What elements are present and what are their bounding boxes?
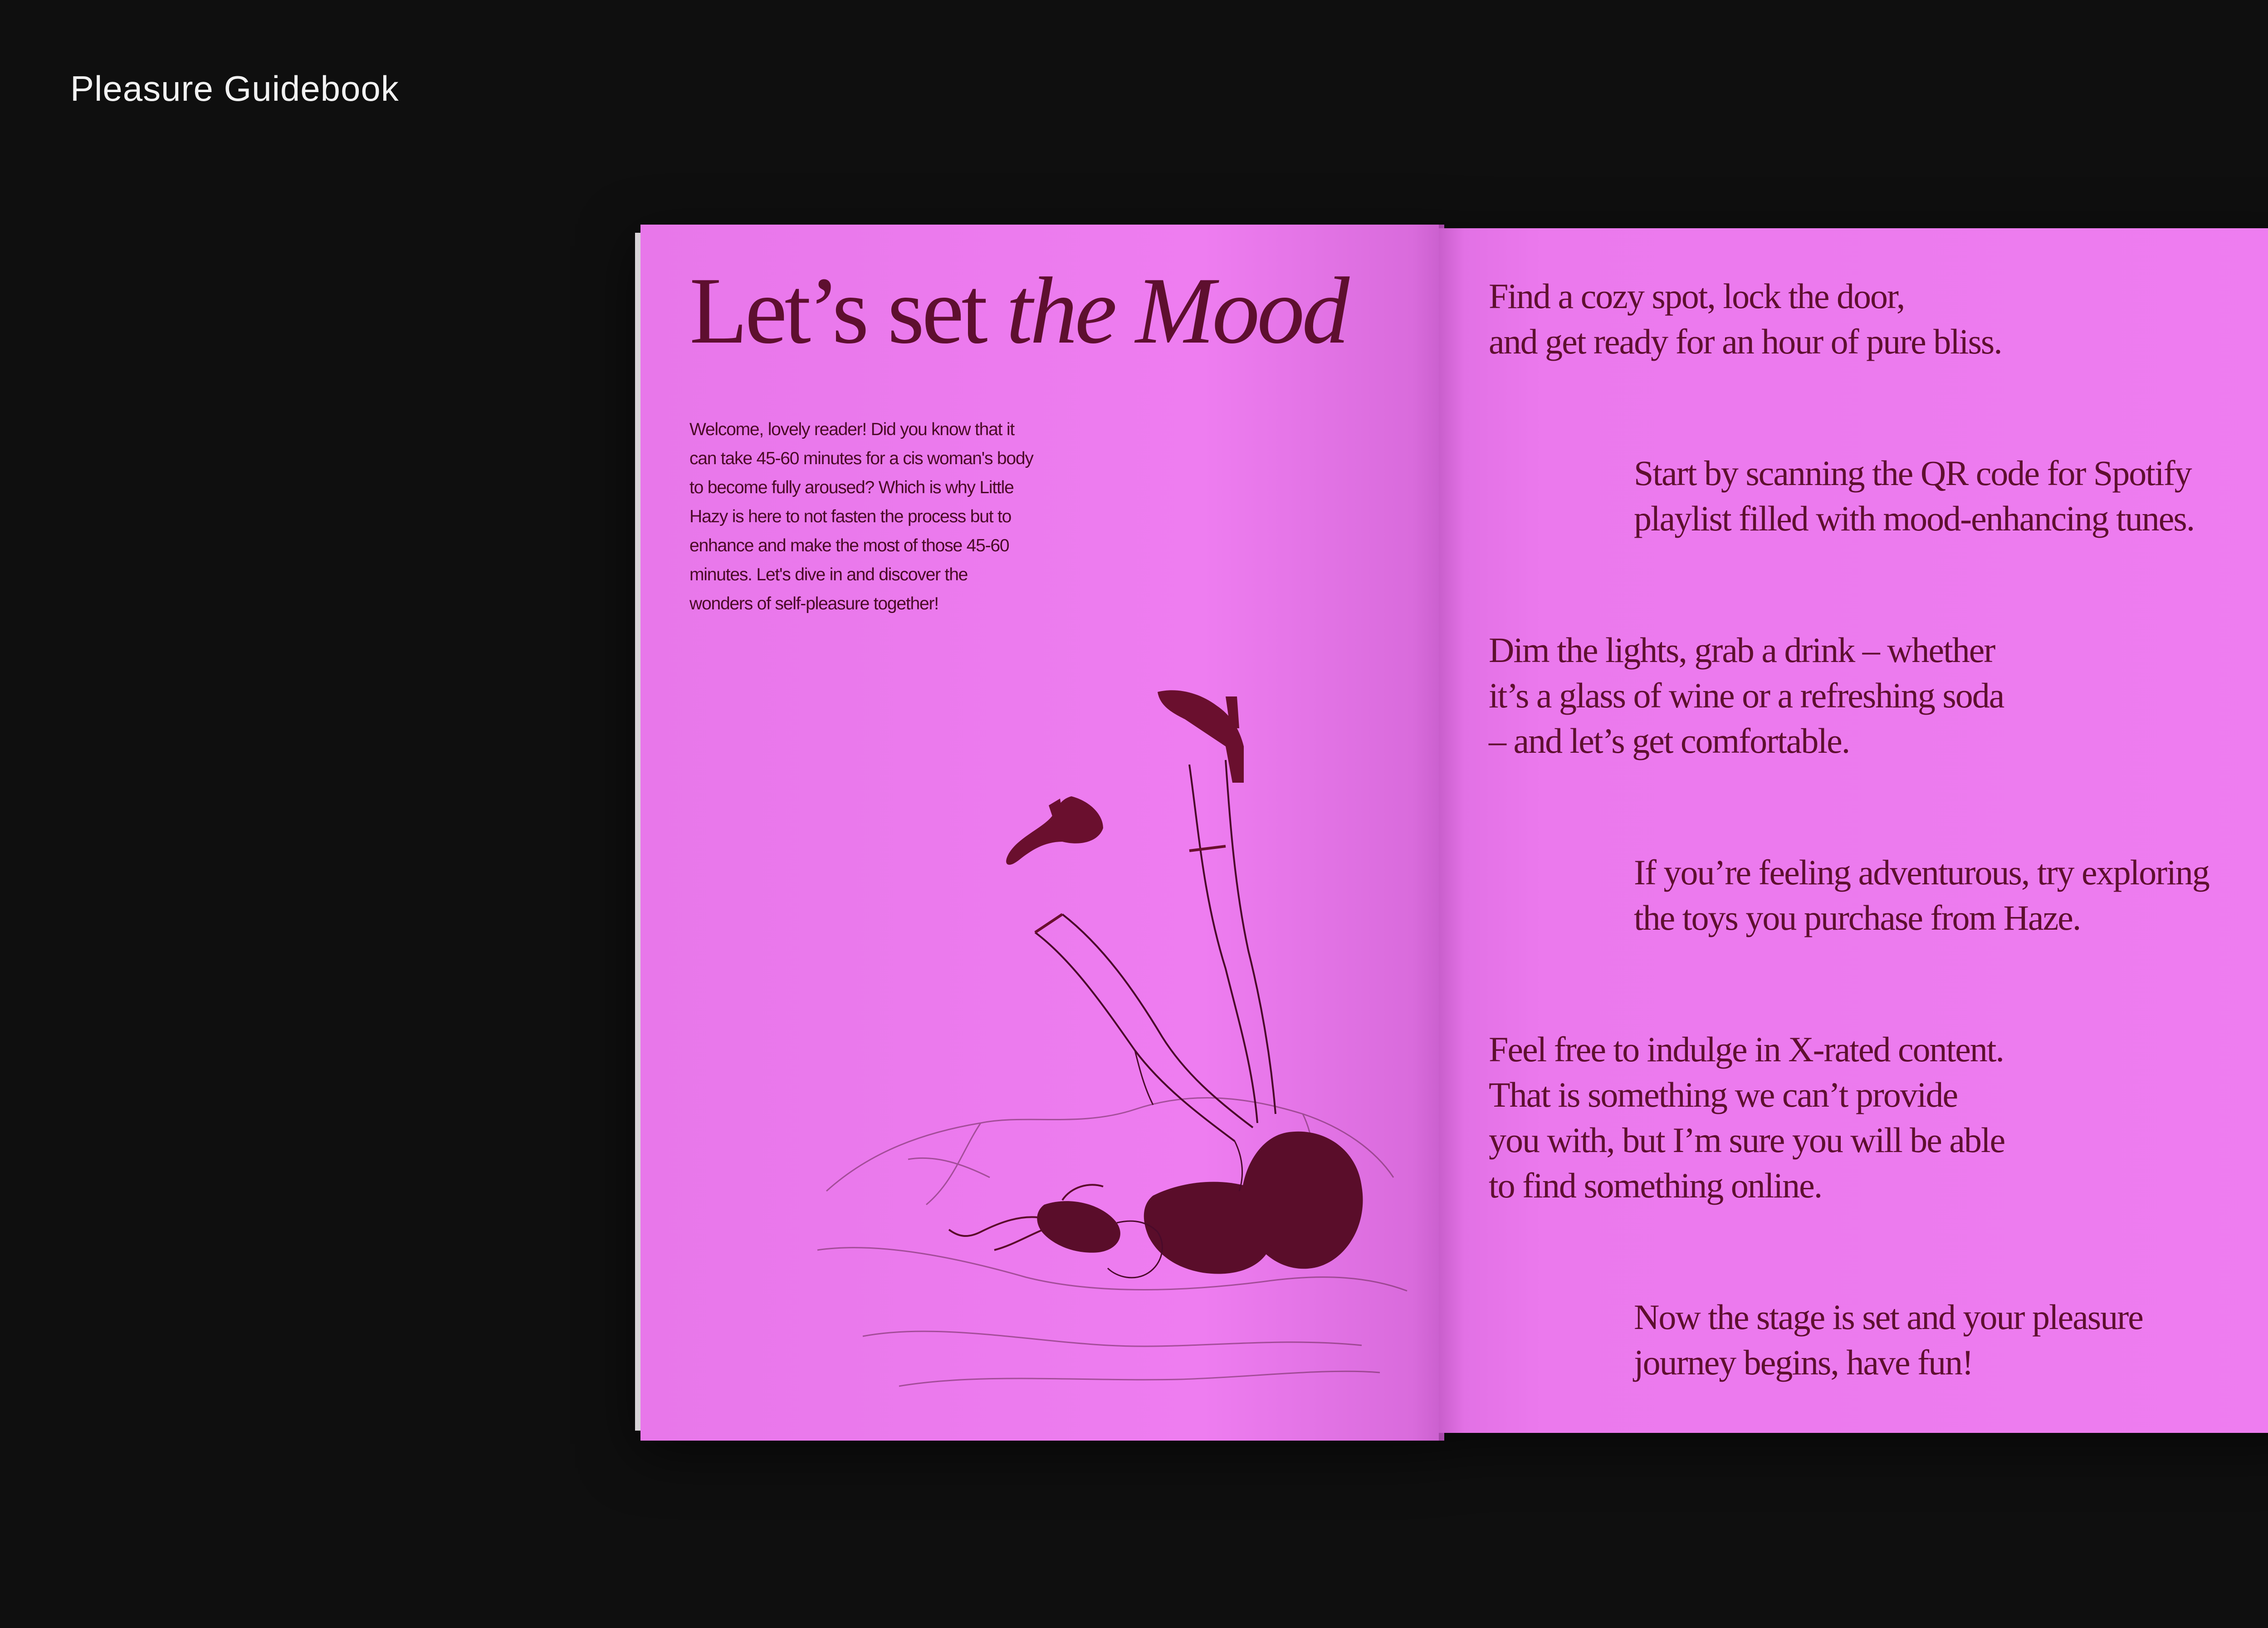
hair-and-dress — [1037, 1132, 1363, 1274]
paragraph-x-rated: Feel free to indulge in X-rated content. That is something we can’t provide you with, but I’m sure you will be able to find something online. — [1489, 1030, 2005, 1205]
paragraph-stage-set: Now the stage is set and your pleasure journey begins, have fun! — [1634, 1297, 2143, 1382]
ankle-straps — [1035, 846, 1226, 932]
paragraph-cozy-spot: Find a cozy spot, lock the door, and get ready for an hour of pure bliss. — [1489, 276, 2002, 361]
page-title-italic: the Mood — [1006, 258, 1347, 363]
right-page — [1439, 228, 2268, 1433]
paragraph-spotify: Start by scanning the QR code for Spotify playlist filled with mood-enhancing tunes. — [1634, 453, 2195, 538]
page-title-regular: Let’s set — [689, 258, 1007, 363]
left-page — [640, 225, 1444, 1441]
woman-sketch-illustration — [790, 678, 1425, 1404]
header-label: Pleasure Guidebook — [70, 69, 399, 108]
page-title — [689, 258, 1347, 363]
paragraph-dim-lights: Dim the lights, grab a drink – whether it’s a glass of wine or a refreshing soda – and let’s get comfortable. — [1489, 630, 2004, 760]
heels — [1006, 690, 1244, 865]
intro-paragraph: Welcome, lovely reader! Did you know that it can take 45-60 minutes for a cis woman's body to become fully aroused? Which is why Little Hazy is here to not fasten the process but to enhance and make the most of those 45-60 minutes. Let's dive in and discover the wonders of self-pleasure together! — [689, 420, 1033, 613]
open-booklet — [635, 225, 2268, 1441]
paragraph-adventurous: If you’re feeling adventurous, try exploring the toys you purchase from Haze. — [1634, 853, 2209, 937]
